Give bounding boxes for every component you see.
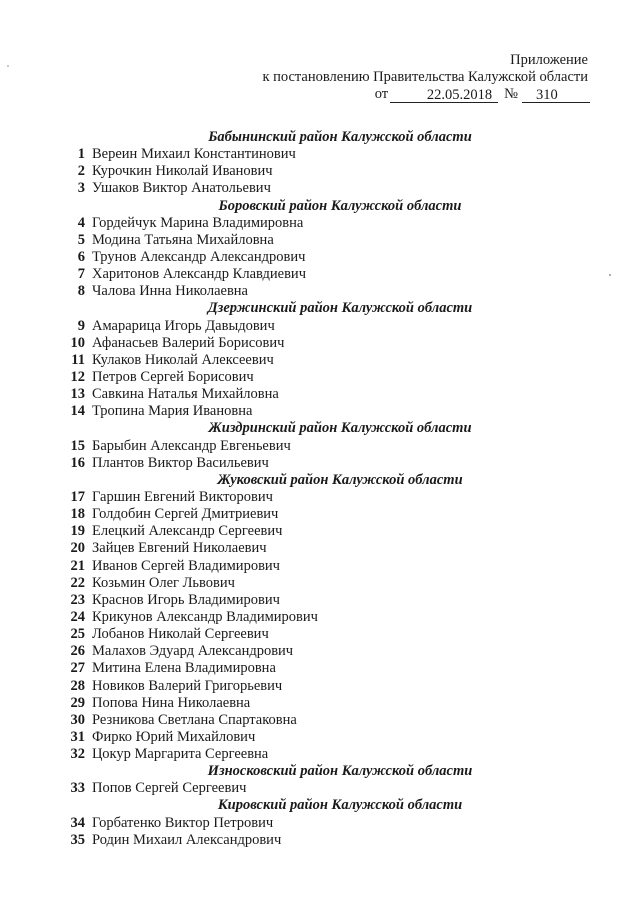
resolution-reference: к постановлению Правительства Калужской области <box>262 69 588 85</box>
scan-speck <box>7 65 9 67</box>
item-number: 9 <box>77 317 85 334</box>
item-number: 28 <box>70 677 85 694</box>
number-sign: № <box>504 86 518 102</box>
person-name: Резникова Светлана Спартаковна <box>92 711 297 728</box>
item-number: 6 <box>77 248 85 265</box>
item-number: 22 <box>70 574 85 591</box>
list-item <box>0 249 640 266</box>
item-number: 10 <box>70 334 85 351</box>
person-name: Родин Михаил Александрович <box>92 831 282 848</box>
list-item <box>0 318 640 335</box>
item-number: 15 <box>70 437 85 454</box>
list-item <box>0 746 640 763</box>
list-item <box>0 523 640 540</box>
district-heading: Дзержинский район Калужской области <box>207 300 473 317</box>
item-number: 1 <box>77 146 85 163</box>
item-number: 17 <box>70 488 85 505</box>
item-number: 18 <box>70 506 85 523</box>
person-name: Митина Елена Владимировна <box>92 660 276 677</box>
list-item <box>0 558 640 575</box>
list-item <box>0 352 640 369</box>
person-name: Вереин Михаил Константинович <box>92 146 296 163</box>
person-name: Гаршин Евгений Викторович <box>92 488 273 505</box>
list-item <box>0 163 640 180</box>
item-number: 23 <box>70 591 85 608</box>
list-item <box>0 678 640 695</box>
list-item <box>0 369 640 386</box>
list-item <box>0 489 640 506</box>
list-item <box>0 695 640 712</box>
appendix-title: Приложение <box>510 52 588 68</box>
list-item <box>0 575 640 592</box>
district-heading: Кировский район Калужской области <box>217 797 463 814</box>
list-item <box>0 729 640 746</box>
person-name: Плантов Виктор Васильевич <box>92 454 269 471</box>
list-item <box>0 386 640 403</box>
item-number: 4 <box>77 214 85 231</box>
person-name: Цокур Маргарита Сергеевна <box>92 746 269 763</box>
person-list <box>0 129 640 849</box>
list-item <box>0 506 640 523</box>
person-name: Горбатенко Виктор Петрович <box>92 814 274 831</box>
item-number: 19 <box>70 523 85 540</box>
list-item <box>0 815 640 832</box>
list-item <box>0 609 640 626</box>
district-heading: Боровский район Калужской области <box>218 197 462 214</box>
item-number: 3 <box>77 180 85 197</box>
list-item <box>0 712 640 729</box>
person-name: Кулаков Николай Алексеевич <box>92 351 274 368</box>
person-name: Фирко Юрий Михайлович <box>92 728 256 745</box>
person-name: Барыбин Александр Евгеньевич <box>92 437 291 454</box>
district-heading: Бабынинский район Калужской области <box>208 129 472 145</box>
item-number: 12 <box>70 368 85 385</box>
person-name: Новиков Валерий Григорьевич <box>92 677 283 694</box>
number-field: 310 <box>522 88 590 103</box>
item-number: 13 <box>70 386 85 403</box>
list-item <box>0 438 640 455</box>
person-name: Гордейчук Марина Владимировна <box>92 214 304 231</box>
person-name: Голдобин Сергей Дмитриевич <box>92 506 279 523</box>
person-name: Елецкий Александр Сергеевич <box>92 523 283 540</box>
item-number: 8 <box>77 283 85 300</box>
item-number: 24 <box>70 608 85 625</box>
list-item <box>0 215 640 232</box>
person-name: Трунов Александр Александрович <box>92 248 306 265</box>
item-number: 5 <box>77 231 85 248</box>
item-number: 35 <box>70 831 85 848</box>
district-heading: Износковский район Калужской области <box>207 763 473 780</box>
list-item <box>0 592 640 609</box>
list-item <box>0 283 640 300</box>
item-number: 26 <box>70 643 85 660</box>
item-number: 16 <box>70 454 85 471</box>
person-name: Харитонов Александр Клавдиевич <box>92 266 306 283</box>
item-number: 21 <box>70 557 85 574</box>
list-item <box>0 643 640 660</box>
person-name: Амарарица Игорь Давыдович <box>92 317 275 334</box>
item-number: 11 <box>71 351 85 368</box>
item-number: 14 <box>70 403 85 420</box>
list-item <box>0 626 640 643</box>
person-name: Козьмин Олег Львович <box>92 574 235 591</box>
person-name: Чалова Инна Николаевна <box>92 283 248 300</box>
person-name: Зайцев Евгений Николаевич <box>92 540 267 557</box>
person-name: Ушаков Виктор Анатольевич <box>92 180 271 197</box>
item-number: 29 <box>70 694 85 711</box>
person-name: Иванов Сергей Владимирович <box>92 557 280 574</box>
item-number: 27 <box>70 660 85 677</box>
list-item <box>0 266 640 283</box>
list-item <box>0 660 640 677</box>
person-name: Крикунов Александр Владимирович <box>92 608 318 625</box>
person-name: Лобанов Николай Сергеевич <box>92 626 269 643</box>
item-number: 7 <box>77 266 85 283</box>
person-name: Попов Сергей Сергеевич <box>92 780 247 797</box>
item-number: 30 <box>70 711 85 728</box>
list-item <box>0 180 640 197</box>
item-number: 32 <box>70 746 85 763</box>
person-name: Савкина Наталья Михайловна <box>92 386 279 403</box>
list-item <box>0 455 640 472</box>
person-name: Попова Нина Николаевна <box>92 694 251 711</box>
person-name: Тропина Мария Ивановна <box>92 403 253 420</box>
list-item <box>0 832 640 849</box>
person-name: Модина Татьяна Михайловна <box>92 231 274 248</box>
item-number: 20 <box>70 540 85 557</box>
item-number: 25 <box>70 626 85 643</box>
item-number: 33 <box>70 780 85 797</box>
item-number: 31 <box>70 728 85 745</box>
person-name: Курочкин Николай Иванович <box>92 163 273 180</box>
from-label: от <box>374 86 389 102</box>
district-heading: Жуковский район Калужской области <box>217 471 463 488</box>
list-item <box>0 335 640 352</box>
list-item <box>0 780 640 797</box>
item-number: 34 <box>70 814 85 831</box>
list-item <box>0 146 640 163</box>
item-number: 2 <box>77 163 85 180</box>
person-name: Петров Сергей Борисович <box>92 368 254 385</box>
date-number-line <box>375 86 590 103</box>
district-heading: Жиздринский район Калужской области <box>208 420 472 437</box>
date-field: 22.05.2018 <box>390 88 498 103</box>
person-name: Афанасьев Валерий Борисович <box>92 334 285 351</box>
person-name: Краснов Игорь Владимирович <box>92 591 280 608</box>
list-item <box>0 540 640 557</box>
list-item <box>0 232 640 249</box>
list-item <box>0 403 640 420</box>
person-name: Малахов Эдуард Александрович <box>92 643 294 660</box>
